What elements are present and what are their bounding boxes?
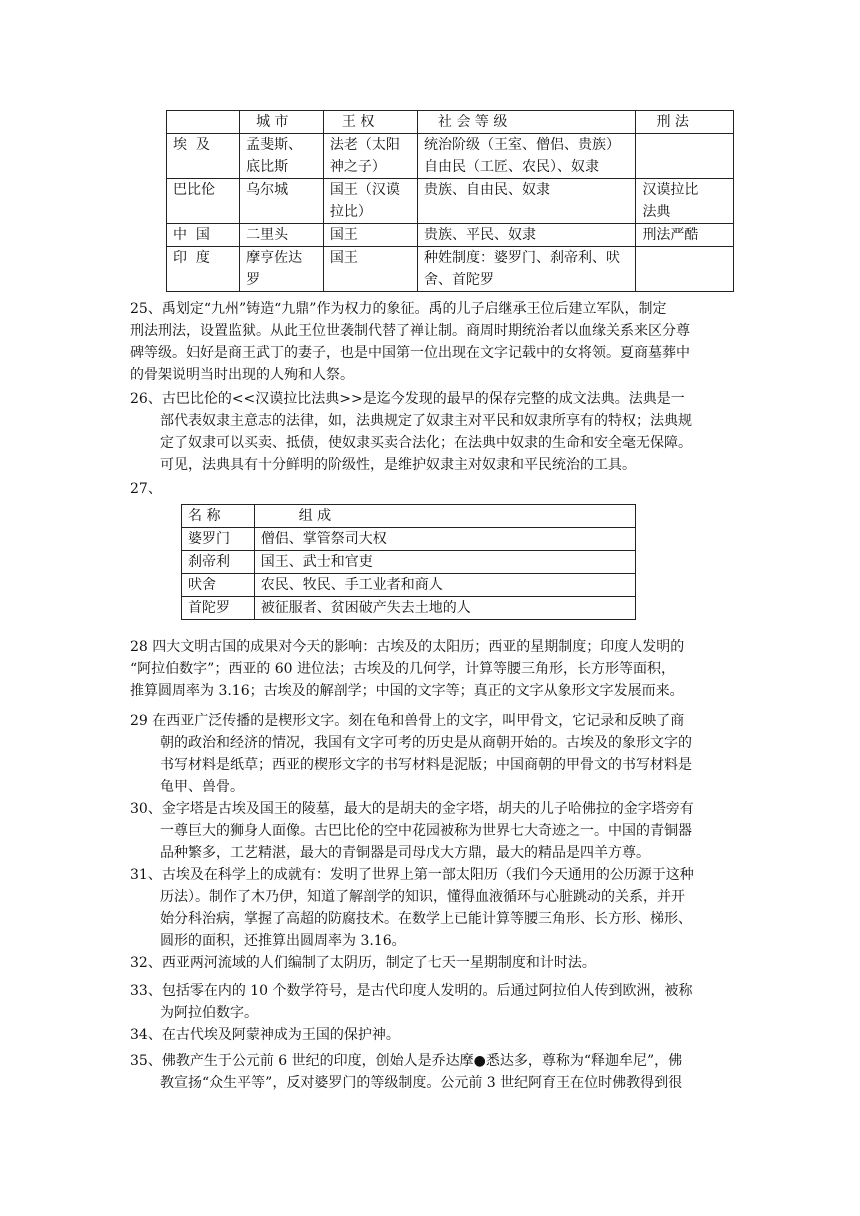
text-line: 品种繁多，工艺精湛，最大的青铜器是司母戊大方鼎，最大的精品是四羊方尊。 — [160, 845, 650, 861]
table-cell: 贵族、平民、奴隶 — [418, 224, 636, 247]
table-header-row — [167, 111, 734, 134]
cell-line: 罗 — [246, 272, 261, 288]
text-line: 朝的政治和经济的情况，我国有文字可考的历史是从商朝开始的。古埃及的象形文字的 — [160, 735, 692, 751]
table-row — [167, 247, 734, 292]
paragraph-34 — [130, 1024, 735, 1046]
paragraph-35 — [130, 1050, 735, 1094]
text-line: 34、在古代埃及阿蒙神成为王国的保护神。 — [130, 1027, 400, 1043]
table-cell: 中 国 — [167, 224, 240, 247]
header-cell-law: 刑 法 — [636, 111, 734, 134]
item-27-label: 27、 — [130, 481, 162, 497]
table-cell: 国王 — [323, 224, 417, 247]
header-cell-composition: 组 成 — [254, 505, 635, 528]
table-cell — [323, 179, 417, 224]
cell-line: 统治阶级（王室、僧侣、贵族） — [424, 137, 621, 153]
cell-line: 孟斐斯、 — [246, 137, 303, 153]
text-line: 定了奴隶可以买卖、抵债，使奴隶买卖合法化；在法典中奴隶的生命和安全毫无保障。 — [160, 435, 692, 451]
text-line: 29 在西亚广泛传播的是楔形文字。刻在龟和兽骨上的文字，叫甲骨文，它记录和反映了商 — [130, 713, 685, 729]
table-cell — [323, 134, 417, 179]
text-line: 的骨架说明当时出现的人殉和人祭。 — [130, 367, 354, 383]
text-line: 刑法刑法，设置监狱。从此王位世袭制代替了禅让制。商周时期统治者以血缘关系来区分尊 — [130, 323, 690, 339]
table-row — [182, 574, 636, 597]
table-cell — [240, 247, 324, 292]
cell-line: 舍、首陀罗 — [424, 272, 495, 288]
table-cell: 农民、牧民、手工业者和商人 — [254, 574, 635, 597]
paragraph-31 — [130, 864, 735, 952]
text-line: “阿拉伯数字”；西亚的 60 进位法；古埃及的几何学，计算等腰三角形，长方形等面积， — [130, 661, 676, 677]
text-line: 33、包括零在内的 10 个数学符号，是古代印度人发明的。后通过阿拉伯人传到欧洲，被称 — [130, 983, 693, 999]
table-cell — [240, 134, 324, 179]
text-line: 书写材料是纸草；西亚的楔形文字的书写材料是泥版；中国商朝的甲骨文的书写材料是 — [160, 757, 692, 773]
cell-line: 神之子） — [329, 159, 386, 175]
table-cell: 国王、武士和官吏 — [254, 551, 635, 574]
table-cell — [636, 247, 734, 292]
table-cell — [418, 134, 636, 179]
text-line: 31、古埃及在科学上的成就有：发明了世界上第一部太阳历（我们今天通用的公历源于这种 — [130, 867, 694, 883]
table-cell: 国王 — [323, 247, 417, 292]
cell-line: 拉比） — [329, 204, 372, 220]
cell-line: 底比斯 — [246, 159, 289, 175]
paragraph-32 — [130, 952, 735, 974]
cell-line: 法老（太阳 — [329, 137, 400, 153]
cell-line: 国王（汉谟 — [329, 182, 400, 198]
table-cell — [636, 134, 734, 179]
text-line: 为阿拉伯数字。 — [160, 1005, 258, 1021]
paragraph-30 — [130, 798, 735, 864]
header-cell-social-class: 社 会 等 级 — [418, 111, 636, 134]
text-line: 龟甲、兽骨。 — [160, 779, 244, 795]
table-cell: 首陀罗 — [182, 597, 255, 620]
table-row — [182, 528, 636, 551]
text-line: 35、佛教产生于公元前 6 世纪的印度，创始人是乔达摩●悉达多，尊称为“释迦牟尼”，佛 — [130, 1053, 683, 1069]
text-line: 推算圆周率为 3.16；古埃及的解剖学；中国的文字等；真正的文字从象形文字发展而来。 — [130, 683, 684, 699]
text-line: 30、金字塔是古埃及国王的陵墓，最大的是胡夫的金字塔，胡夫的儿子哈佛拉的金字塔旁有 — [130, 801, 694, 817]
cell-line: 自由民（工匠、农民）、奴隶 — [424, 159, 600, 175]
paragraph-29 — [130, 710, 735, 798]
table-cell: 被征服者、贫困破产失去土地的人 — [254, 597, 635, 620]
table-row — [182, 551, 636, 574]
text-line: 32、西亚两河流域的人们编制了太阴历，制定了七天一星期制度和计时法。 — [130, 955, 596, 971]
text-line: 始分科治病，掌握了高超的防腐技术。在数学上已能计算等腰三角形、长方形、梯形、 — [160, 911, 692, 927]
paragraph-25 — [130, 298, 735, 386]
text-line: 教宣扬“众生平等”，反对婆罗门的等级制度。公元前 3 世纪阿育王在位时佛教得到很 — [160, 1075, 683, 1091]
paragraph-26 — [130, 388, 735, 476]
table-cell: 埃 及 — [167, 134, 240, 179]
table-cell — [636, 179, 734, 224]
table-header-row — [182, 505, 636, 528]
table-cell: 印 度 — [167, 247, 240, 292]
ancient-civilizations-table — [166, 110, 734, 292]
table-cell: 乌尔城 — [240, 179, 324, 224]
header-cell-name: 名 称 — [182, 505, 255, 528]
table-row — [167, 134, 734, 179]
table-row — [167, 179, 734, 224]
text-line: 可见，法典具有十分鲜明的阶级性，是维护奴隶主对奴隶和平民统治的工具。 — [160, 457, 636, 473]
table-cell: 刑法严酷 — [636, 224, 734, 247]
header-cell — [167, 111, 240, 134]
paragraph-33 — [130, 980, 735, 1024]
text-line: 部代表奴隶主意志的法律，如，法典规定了奴隶主对平民和奴隶所享有的特权；法典规 — [160, 413, 692, 429]
text-line: 一尊巨大的狮身人面像。古巴比伦的空中花园被称为世界七大奇迹之一。中国的青铜器 — [160, 823, 692, 839]
cell-line: 汉谟拉比 — [642, 182, 699, 198]
table-cell: 僧侣、掌管祭司大权 — [254, 528, 635, 551]
text-line: 历法）。制作了木乃伊，知道了解剖学的知识，懂得血液循环与心脏跳动的关系，并开 — [160, 889, 685, 905]
table-cell: 刹帝利 — [182, 551, 255, 574]
table-cell: 吠舍 — [182, 574, 255, 597]
text-line: 圆形的面积，还推算出圆周率为 3.16。 — [160, 933, 406, 949]
text-line: 25、禹划定“九州”铸造“九鼎”作为权力的象征。禹的儿子启继承王位后建立军队，制定 — [130, 301, 667, 317]
table-cell: 二里头 — [240, 224, 324, 247]
cell-line: 种姓制度：婆罗门、刹帝利、吠 — [424, 250, 621, 266]
table-cell: 巴比伦 — [167, 179, 240, 224]
header-cell-kingship: 王 权 — [323, 111, 417, 134]
header-cell-city: 城 市 — [240, 111, 324, 134]
paragraph-28 — [130, 636, 735, 702]
table-row — [167, 224, 734, 247]
table-cell: 婆罗门 — [182, 528, 255, 551]
text-line: 28 四大文明古国的成果对今天的影响：古埃及的太阳历；西亚的星期制度；印度人发明的 — [130, 639, 685, 655]
cell-line: 法典 — [642, 204, 671, 220]
cell-line: 摩亨佐达 — [246, 250, 303, 266]
caste-system-table — [181, 504, 636, 620]
table-cell: 贵族、自由民、奴隶 — [418, 179, 636, 224]
table-row — [182, 597, 636, 620]
text-line: 碑等级。妇好是商王武丁的妻子，也是中国第一位出现在文字记载中的女将领。夏商墓葬中 — [130, 345, 690, 361]
table-cell — [418, 247, 636, 292]
text-line: 26、古巴比伦的<<汉谟拉比法典>>是迄今发现的最早的保存完整的成文法典。法典是一 — [130, 391, 685, 407]
